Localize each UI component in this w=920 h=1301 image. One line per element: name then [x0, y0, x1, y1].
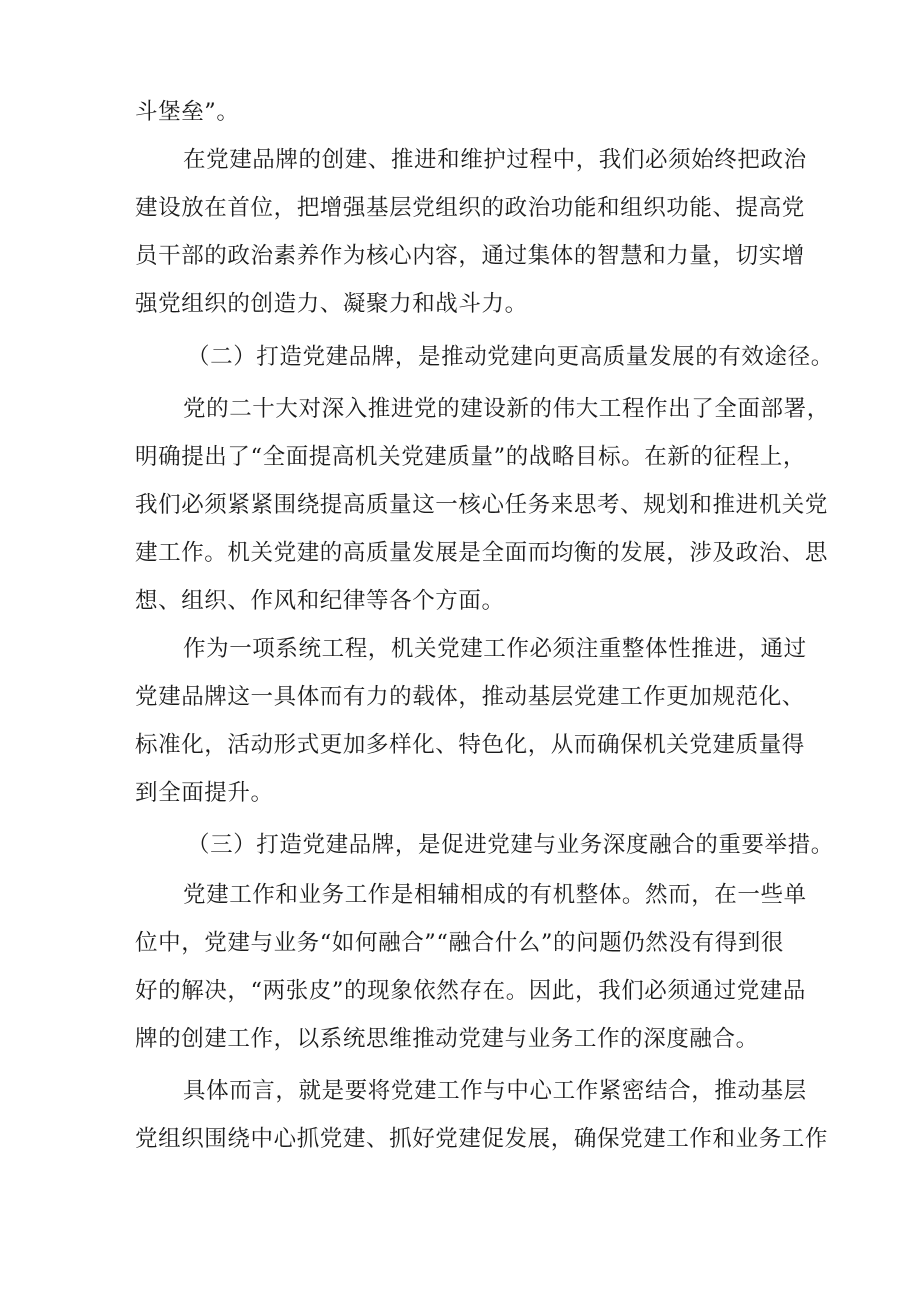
text-line: 我们必须紧紧围绕提高质量这一核心任务来思考、规划和推进机关党 [135, 492, 829, 518]
text-line: 党的二十大对深入推进党的建设新的伟大工程作出了全面部署， [183, 396, 830, 422]
section-heading-2: （二）打造党建品牌，是推动党建向更高质量发展的有效途径。 [187, 344, 834, 370]
text-line: 位中，党建与业务“如何融合”“融合什么”的问题仍然没有得到很 [135, 930, 785, 956]
text-line: 建工作。机关党建的高质量发展是全面而均衡的发展，涉及政治、思 [135, 540, 829, 566]
text-line: 斗堡垒”。 [135, 99, 240, 125]
text-line: 作为一项系统工程，机关党建工作必须注重整体性推进，通过 [183, 636, 807, 662]
text-line: 具体而言，就是要将党建工作与中心工作紧密结合，推动基层 [183, 1078, 807, 1104]
text-line: 党建工作和业务工作是相辅相成的有机整体。然而，在一些单 [183, 882, 807, 908]
text-line: 员干部的政治素养作为核心内容，通过集体的智慧和力量，切实增 [135, 243, 805, 269]
text-line: 到全面提升。 [135, 780, 274, 806]
text-line: 好的解决，“两张皮”的现象依然存在。因此，我们必须通过党建品 [135, 978, 807, 1004]
section-heading-3: （三）打造党建品牌，是促进党建与业务深度融合的重要举措。 [187, 832, 834, 858]
text-line: 牌的创建工作，以系统思维推动党建与业务工作的深度融合。 [135, 1026, 759, 1052]
text-line: 党建品牌这一具体而有力的载体，推动基层党建工作更加规范化、 [135, 684, 805, 710]
text-line: 强党组织的创造力、凝聚力和战斗力。 [135, 291, 528, 317]
text-line: 建设放在首位，把增强基层党组织的政治功能和组织功能、提高党 [135, 195, 805, 221]
text-line: 党组织围绕中心抓党建、抓好党建促发展，确保党建工作和业务工作 [135, 1126, 829, 1152]
text-line: 明确提出了“全面提高机关党建质量”的战略目标。在新的征程上， [135, 444, 807, 470]
text-line: 想、组织、作风和纪律等各个方面。 [135, 588, 505, 614]
text-line: 在党建品牌的创建、推进和维护过程中，我们必须始终把政治 [183, 147, 807, 173]
text-line: 标准化，活动形式更加多样化、特色化，从而确保机关党建质量得 [135, 732, 805, 758]
